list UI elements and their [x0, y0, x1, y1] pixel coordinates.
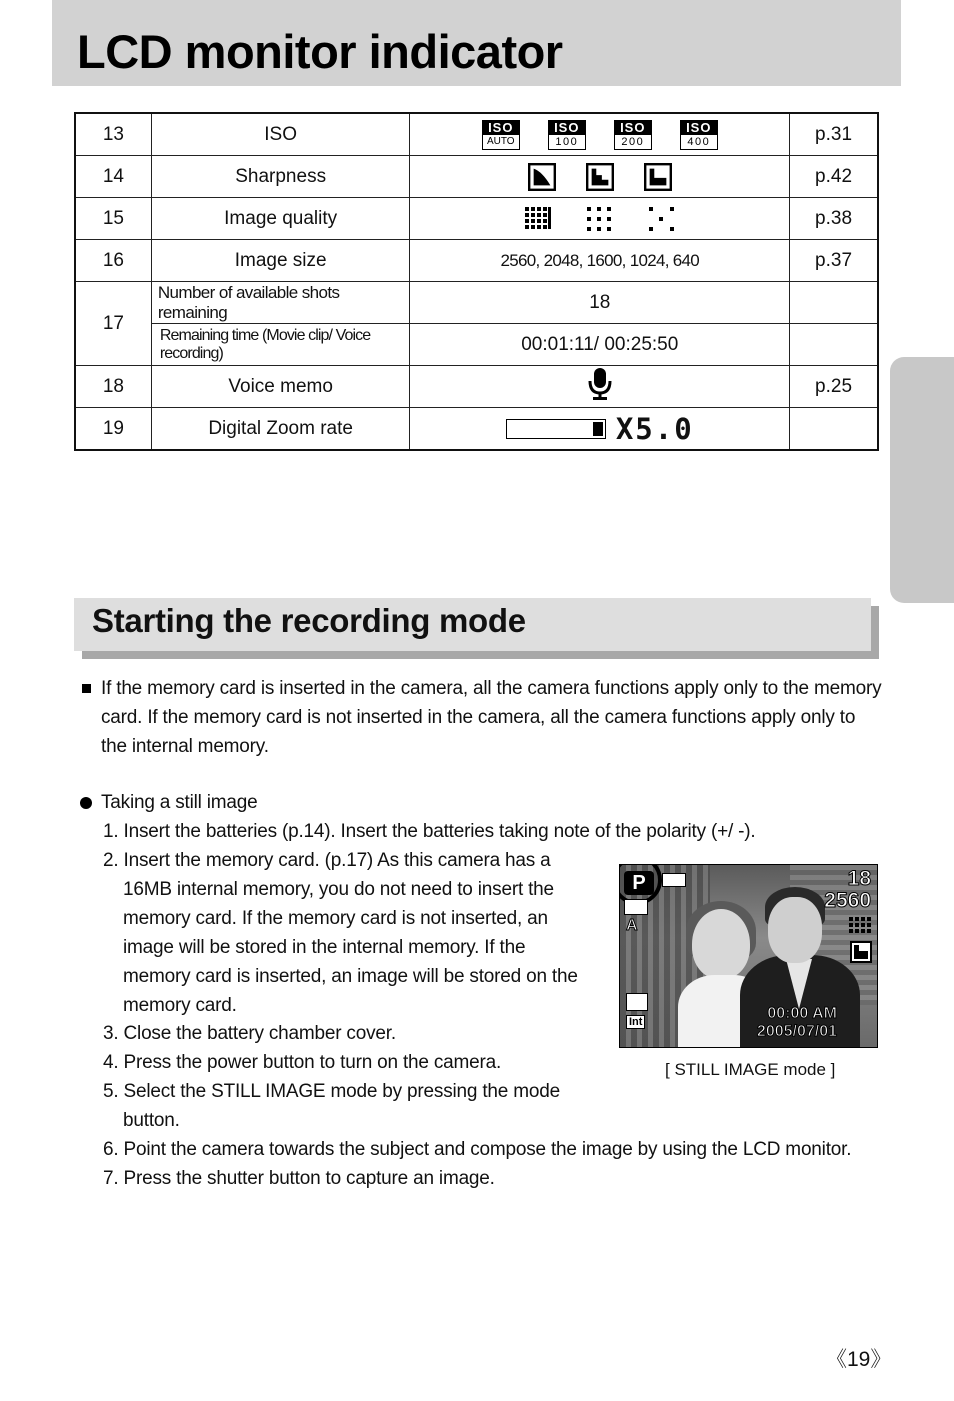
quality-super-fine-icon	[524, 206, 552, 232]
time-display: 00:00 AM	[767, 1005, 837, 1022]
row-name: Voice memo	[151, 366, 410, 408]
row-page: p.38	[790, 198, 878, 240]
zoom-rate-text: X5.0	[615, 411, 694, 446]
table-row	[75, 324, 878, 366]
step-2: 2. Insert the memory card. (p.17) As this camera has a 16MB internal memory, you do not need to insert the memory card. If the memory card is not inserted, an image will be stored in the internal memory. If the memory card is inserted, an image will be stored on the memory card.	[103, 850, 578, 1016]
iso-200-icon: ISO 200	[614, 120, 652, 150]
quality-fine-icon	[586, 206, 614, 232]
step-3: 3. Close the battery chamber cover.	[103, 1023, 396, 1044]
page-number: 《19》	[826, 1348, 892, 1371]
row-page	[790, 282, 878, 324]
table-row	[75, 156, 878, 198]
row-number: 16	[75, 240, 151, 282]
sharpness-vivid-icon	[644, 163, 672, 191]
sharpness-normal-icon	[586, 163, 614, 191]
round-bullet-icon	[80, 797, 92, 809]
row-page	[790, 408, 878, 451]
table-row	[75, 408, 878, 451]
memory-card-note: If the memory card is inserted in the camera, all the camera functions apply only to the memory card. If the memory card is not inserted in the camera, all the camera functions apply only to the internal memory.	[101, 678, 882, 757]
row-name: Sharpness	[151, 156, 410, 198]
image-size-values: 2560, 2048, 1600, 1024, 640	[410, 240, 790, 282]
subheading: Taking a still image	[101, 792, 258, 813]
step-6: 6. Point the camera towards the subject and compose the image by using the LCD monitor.	[103, 1139, 852, 1160]
image-size: 2560	[824, 889, 871, 912]
iso-400-icon: ISO 400	[680, 120, 718, 150]
row-page	[790, 324, 878, 366]
iso-100-icon: ISO 100	[548, 120, 586, 150]
stabilizer-icon	[626, 993, 648, 1011]
sharpness-icons-cell	[410, 156, 790, 198]
quality-icons-cell	[410, 198, 790, 240]
lcd-preview	[619, 864, 878, 1048]
remaining-time-value: 00:01:11/ 00:25:50	[410, 324, 790, 366]
step-4: 4. Press the power button to turn on the camera.	[103, 1052, 502, 1073]
row-number: 17	[75, 282, 151, 366]
row-name: Image quality	[151, 198, 410, 240]
row-page: p.25	[790, 366, 878, 408]
table-row	[75, 198, 878, 240]
quality-icon	[849, 917, 871, 937]
row-name: Number of available shots remaining	[151, 282, 410, 324]
row-number: 14	[75, 156, 151, 198]
table-row	[75, 240, 878, 282]
groom-figure	[768, 897, 822, 963]
flash-auto-icon: A	[626, 917, 638, 934]
page-title: LCD monitor indicator	[77, 25, 563, 78]
quality-normal-icon	[648, 206, 676, 232]
table-row	[75, 282, 878, 324]
lcd-caption: [ STILL IMAGE mode ]	[665, 1060, 836, 1079]
internal-memory-icon: Int	[626, 1015, 645, 1029]
row-number: 15	[75, 198, 151, 240]
voice-icon-cell	[410, 366, 790, 408]
shots-remaining-value: 18	[410, 282, 790, 324]
row-name: ISO	[151, 113, 410, 156]
square-bullet-icon	[82, 684, 91, 693]
table-row	[75, 113, 878, 156]
row-number: 19	[75, 408, 151, 451]
section-title: Starting the recording mode	[92, 602, 526, 639]
sharpness-soft-icon	[528, 163, 556, 191]
row-name: Remaining time (Movie clip/ Voice recording)	[151, 324, 410, 366]
zoom-cell	[410, 408, 790, 451]
iso-auto-icon: ISO AUTO	[482, 120, 520, 150]
side-tab	[890, 357, 954, 603]
step-5: 5. Select the STILL IMAGE mode by pressing the mode button.	[103, 1081, 560, 1131]
row-number: 13	[75, 113, 151, 156]
zoom-bar	[506, 419, 606, 439]
battery-icon	[662, 873, 686, 887]
step-7: 7. Press the shutter button to capture an image.	[103, 1168, 495, 1189]
iso-icons-cell	[410, 113, 790, 156]
microphone-icon	[588, 367, 612, 401]
sharpness-icon	[850, 941, 872, 963]
indicator-table	[74, 112, 879, 451]
date-display: 2005/07/01	[756, 1023, 837, 1040]
row-name: Image size	[151, 240, 410, 282]
timer-icon	[624, 899, 648, 915]
row-page: p.37	[790, 240, 878, 282]
program-mode-icon: P	[624, 871, 654, 895]
zoom-bar-fill	[593, 422, 603, 436]
shots-count: 18	[847, 867, 871, 890]
step-1: 1. Insert the batteries (p.14). Insert the batteries taking note of the polarity (+/ -).	[103, 821, 756, 842]
table-row	[75, 366, 878, 408]
row-page: p.31	[790, 113, 878, 156]
bride-figure	[692, 909, 750, 979]
row-number: 18	[75, 366, 151, 408]
row-page: p.42	[790, 156, 878, 198]
row-name: Digital Zoom rate	[151, 408, 410, 451]
